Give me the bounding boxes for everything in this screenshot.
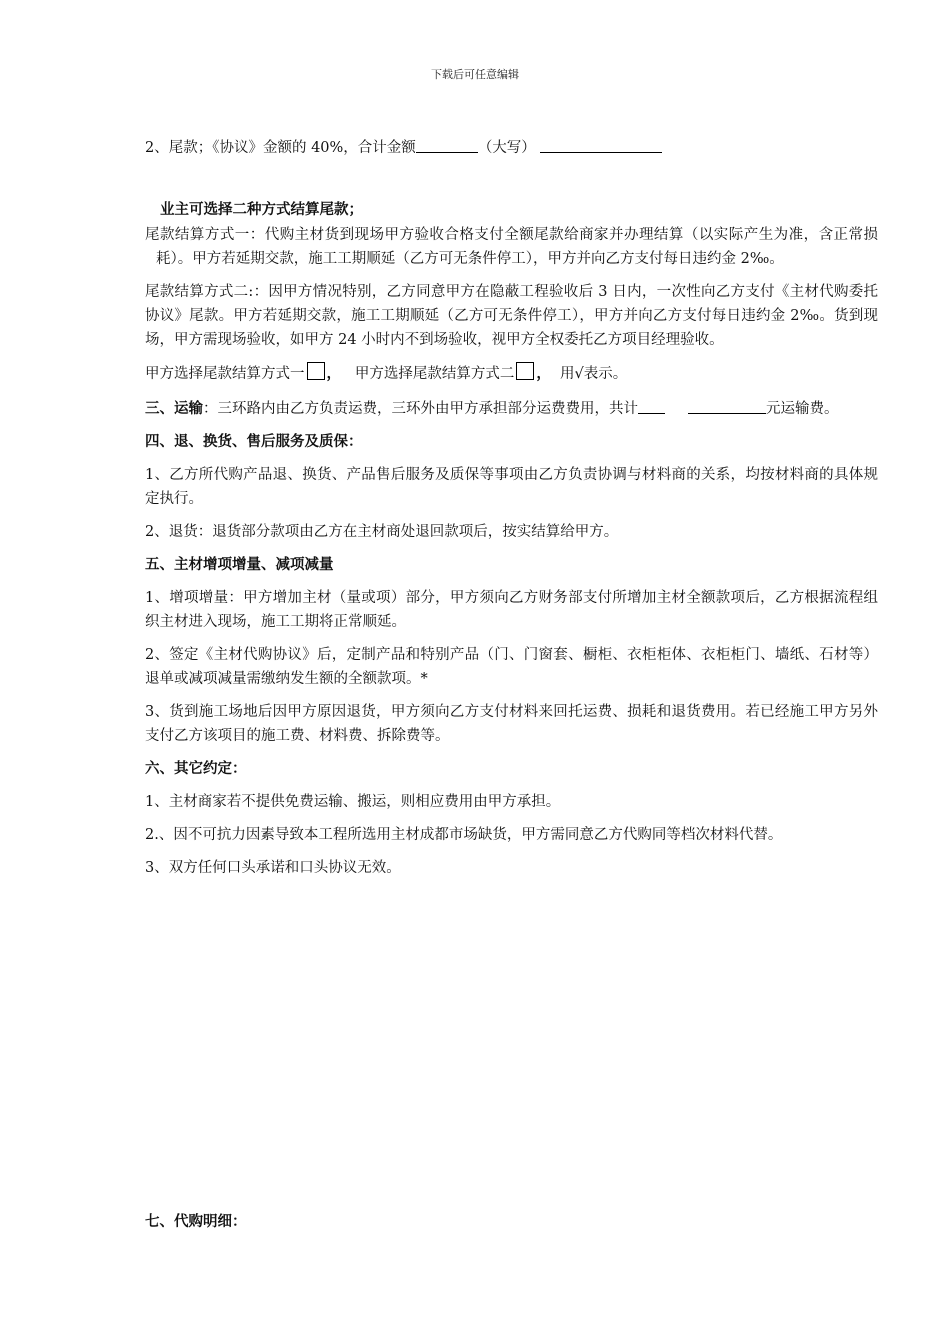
freight-blank-1 (638, 398, 665, 414)
section-5-item: 1、增项增量：甲方增加主材（量或项）部分，甲方须向乙方财务部支付所增加主材全额款项后，乙方根据流程组织主材进入现场，施工工期将正常顺延。 (145, 590, 878, 630)
checkbox-method-two[interactable] (516, 362, 534, 380)
section-6-title: 六、其它约定： (145, 760, 247, 777)
transport-paragraph: 三、运输：三环路内由乙方负责运费，三环外由甲方承担部分运费费用，共计 元运输费。 (145, 400, 839, 417)
section-5-item: 3、货到施工场地后因甲方原因退货，甲方须向乙方支付材料来回托运费、损耗和退货费用。若已经施工甲方另外支付乙方该项目的施工费、材料费、拆除费等。 (145, 704, 878, 744)
section-4-item: 2、退货：退货部分款项由乙方在主材商处退回款项后，按实结算给甲方。 (145, 524, 619, 540)
amount-blank (416, 137, 478, 153)
method-choice-line: 甲方选择尾款结算方式一 ， 甲方选择尾款结算方式二 ， 用√表示。 (145, 362, 878, 386)
method-two-text: 尾款结算方式二:：因甲方情况特别，乙方同意甲方在隐蔽工程验收后 3 日内，一次性向乙方支付《主材代购委托协议》尾款。甲方若延期交款，施工工期顺延（乙方可无条件停工），甲方并向乙方支付每日违约金 2‰。货到现场，甲方需现场验收，如甲方 24 小时内不到场验收，视甲方全权委托乙方项目经理验收。 (145, 284, 878, 348)
section-6-item: 3、双方任何口头承诺和口头协议无效。 (145, 860, 401, 876)
section-5-item: 2、签定《主材代购协议》后，定制产品和特别产品（门、门窗套、橱柜、衣柜柜体、衣柜柜门、墙纸、石材等）退单或减项减量需缴纳发生额的全额款项。* (145, 647, 878, 687)
final-payment-line: 2、尾款；《协议》金额的 40%，合计金额 （大写） (145, 136, 878, 160)
section-4-title: 四、退、换货、售后服务及质保： (145, 433, 363, 450)
section-6-item: 2.、因不可抗力因素导致本工程所选用主材成都市场缺货，甲方需同意乙方代购同等档次材料代替。 (145, 827, 783, 843)
methods-title: 业主可选择二种方式结算尾款； (160, 201, 363, 218)
section-4-item: 1、乙方所代购产品退、换货、产品售后服务及质保等事项由乙方负责协调与材料商的关系，均按材料商的具体规定执行。 (145, 467, 878, 507)
page-header: 下载后可任意编辑 (431, 68, 519, 81)
section-7-title: 七、代购明细： (145, 1213, 247, 1230)
amount-words-blank (540, 137, 662, 153)
document-body (145, 136, 878, 880)
freight-blank-2 (688, 398, 766, 414)
checkbox-method-one[interactable] (307, 362, 325, 380)
section-5-title: 五、主材增项增量、减项减量 (145, 556, 334, 573)
method-one-text: 尾款结算方式一：代购主材货到现场甲方验收合格支付全额尾款给商家并办理结算（以实际产生为准，含正常损耗）。甲方若延期交款，施工工期顺延（乙方可无条件停工），甲方并向乙方支付每日违约金 2‰。 (145, 227, 878, 267)
section-6-item: 1、主材商家若不提供免费运输、搬运，则相应费用由甲方承担。 (145, 794, 561, 810)
